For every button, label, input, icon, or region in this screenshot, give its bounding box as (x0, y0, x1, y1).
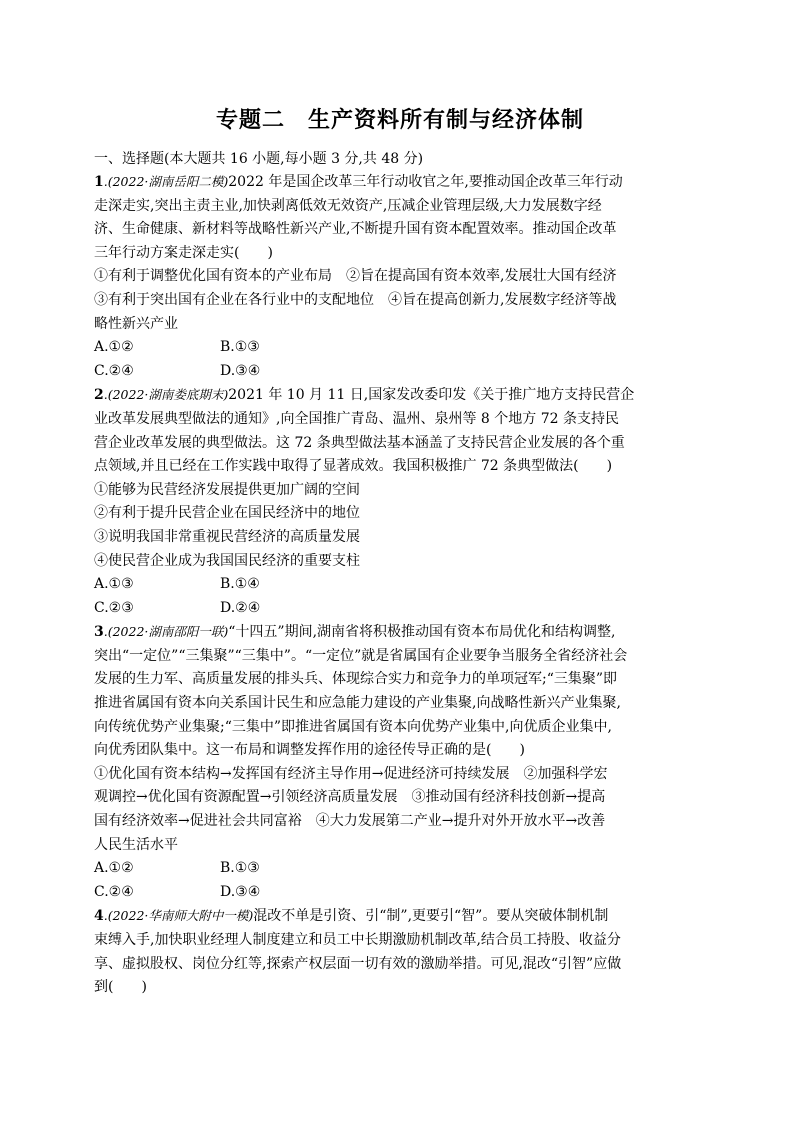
answer-option[interactable]: A.①② (94, 339, 134, 356)
question-line: ③说明我国非常重视民营经济的高质量发展 (94, 528, 360, 545)
option-row (94, 573, 706, 597)
question-line: 观调控→优化国有资源配置→引领经济高质量发展 ③推动国有经济科技创新→提高 (94, 789, 606, 806)
question-line: 走深走实,突出主责主业,加快剥离低效无效资产,压减企业管理层级,大力发展数字经 (94, 197, 602, 214)
question-line: 济、生命健康、新材料等战略性新兴产业,不断提升国有资本配置效率。推动国企改革 (94, 221, 617, 238)
question-line (94, 170, 706, 195)
document-page (94, 104, 706, 1000)
question-line: ②有利于提升民营企业在国民经济中的地位 (94, 505, 360, 522)
question-source: .(2022·湖南娄底期末) (103, 387, 229, 403)
question-text: 混改不单是引资、引“制”,更要引“智”。要从突破体制机制 (253, 908, 609, 925)
option-row (94, 881, 706, 905)
question-text: 2022 年是国企改革三年行动收官之年,要推动国企改革三年行动 (228, 174, 623, 190)
question-2 (94, 383, 706, 620)
question-text: 2021 年 10 月 11 日,国家发改委印发《关于推广地方支持民营企 (228, 387, 635, 404)
answer-option[interactable]: C.②③ (94, 599, 134, 616)
answer-option[interactable]: B.①④ (220, 576, 260, 593)
question-line (94, 904, 706, 929)
question-line: 向优秀团队集中。这一布局和调整发挥作用的途径传导正确的是( ) (94, 742, 525, 759)
answer-option[interactable]: B.①③ (220, 860, 260, 877)
question-3 (94, 620, 706, 904)
question-line: 点领域,并且已经在工作实践中取得了显著成效。我国积极推广 72 条典型做法( ) (94, 458, 613, 475)
question-line: 业改革发展典型做法的通知》,向全国推广青岛、温州、泉州等 8 个地方 72 条支持民 (94, 410, 619, 427)
answer-option[interactable]: D.②④ (220, 599, 261, 616)
question-line (94, 620, 706, 645)
question-line: 享、虚拟股权、岗位分红等,探索产权层面一切有效的激励举措。可见,混改“引智”应做 (94, 955, 622, 972)
question-line: ③有利于突出国有企业在各行业中的支配地位 ④旨在提高创新力,发展数字经济等战 (94, 291, 617, 308)
answer-option[interactable]: D.③④ (220, 883, 261, 900)
question-source: .(2022·华南师大附中一模) (103, 908, 254, 924)
question-line: 国有经济效率→促进社会共同富裕 ④大力发展第二产业→提升对外开放水平→改善 (94, 813, 606, 830)
page-title: 专题二 生产资料所有制与经济体制 (215, 108, 584, 133)
question-number: 1 (94, 174, 104, 190)
option-row (94, 597, 706, 621)
question-text: “十四五”期间,湖南省将积极推动国有资本布局优化和结构调整, (228, 624, 616, 641)
question-line (94, 383, 706, 408)
question-source: .(2022·湖南岳阳二模) (103, 174, 229, 189)
option-row (94, 857, 706, 881)
answer-option[interactable]: A.①② (94, 860, 134, 877)
question-list (94, 170, 706, 1000)
question-line: 到( ) (94, 979, 147, 996)
question-line: ①能够为民营经济发展提供更加广阔的空间 (94, 481, 360, 498)
question-line: 略性新兴产业 (94, 315, 178, 332)
section-header: 一、选择题(本大题共 16 小题,每小题 3 分,共 48 分) (94, 151, 424, 167)
option-row (94, 336, 706, 360)
question-number: 3 (94, 624, 104, 641)
answer-option[interactable]: B.①③ (220, 339, 260, 356)
question-line: ①有利于调整优化国有资本的产业布局 ②旨在提高国有资本效率,发展壮大国有经济 (94, 268, 617, 285)
question-line: 向传统优势产业集聚;“三集中”即推进省属国有资本向优势产业集中,向优质企业集中, (94, 718, 612, 735)
answer-option[interactable]: A.①③ (94, 576, 134, 593)
question-number: 4 (94, 908, 104, 925)
question-number: 2 (94, 387, 104, 404)
question-line: ④使民营企业成为我国国民经济的重要支柱 (94, 552, 360, 569)
question-line: 营企业改革发展的典型做法。这 72 条典型做法基本涵盖了支持民营企业发展的各个重 (94, 434, 625, 451)
option-row (94, 360, 706, 384)
question-line: 推进省属国有资本向关系国计民生和应急能力建设的产业集聚,向战略性新兴产业集聚, (94, 695, 621, 712)
question-line: 发展的生力军、高质量发展的排头兵、体现综合实力和竞争力的单项冠军;“三集聚”即 (94, 671, 618, 688)
question-line: ①优化国有资本结构→发挥国有经济主导作用→促进经济可持续发展 ②加强科学宏 (94, 765, 608, 782)
question-4 (94, 904, 706, 999)
question-line: 人民生活水平 (94, 836, 178, 853)
question-line: 束缚入手,加快职业经理人制度建立和员工中长期激励机制改革,结合员工持股、收益分 (94, 932, 621, 948)
answer-option[interactable]: D.③④ (220, 362, 261, 379)
question-source: .(2022·湖南邵阳一联) (103, 624, 229, 640)
question-line: 突出“一定位”“三集聚”“三集中”。“一定位”就是省属国有企业要争当服务全省经济社会 (94, 647, 628, 664)
answer-option[interactable]: C.②④ (94, 883, 134, 900)
answer-option[interactable]: C.②④ (94, 362, 134, 379)
question-1 (94, 170, 706, 383)
question-line: 三年行动方案走深走实( ) (94, 244, 273, 261)
